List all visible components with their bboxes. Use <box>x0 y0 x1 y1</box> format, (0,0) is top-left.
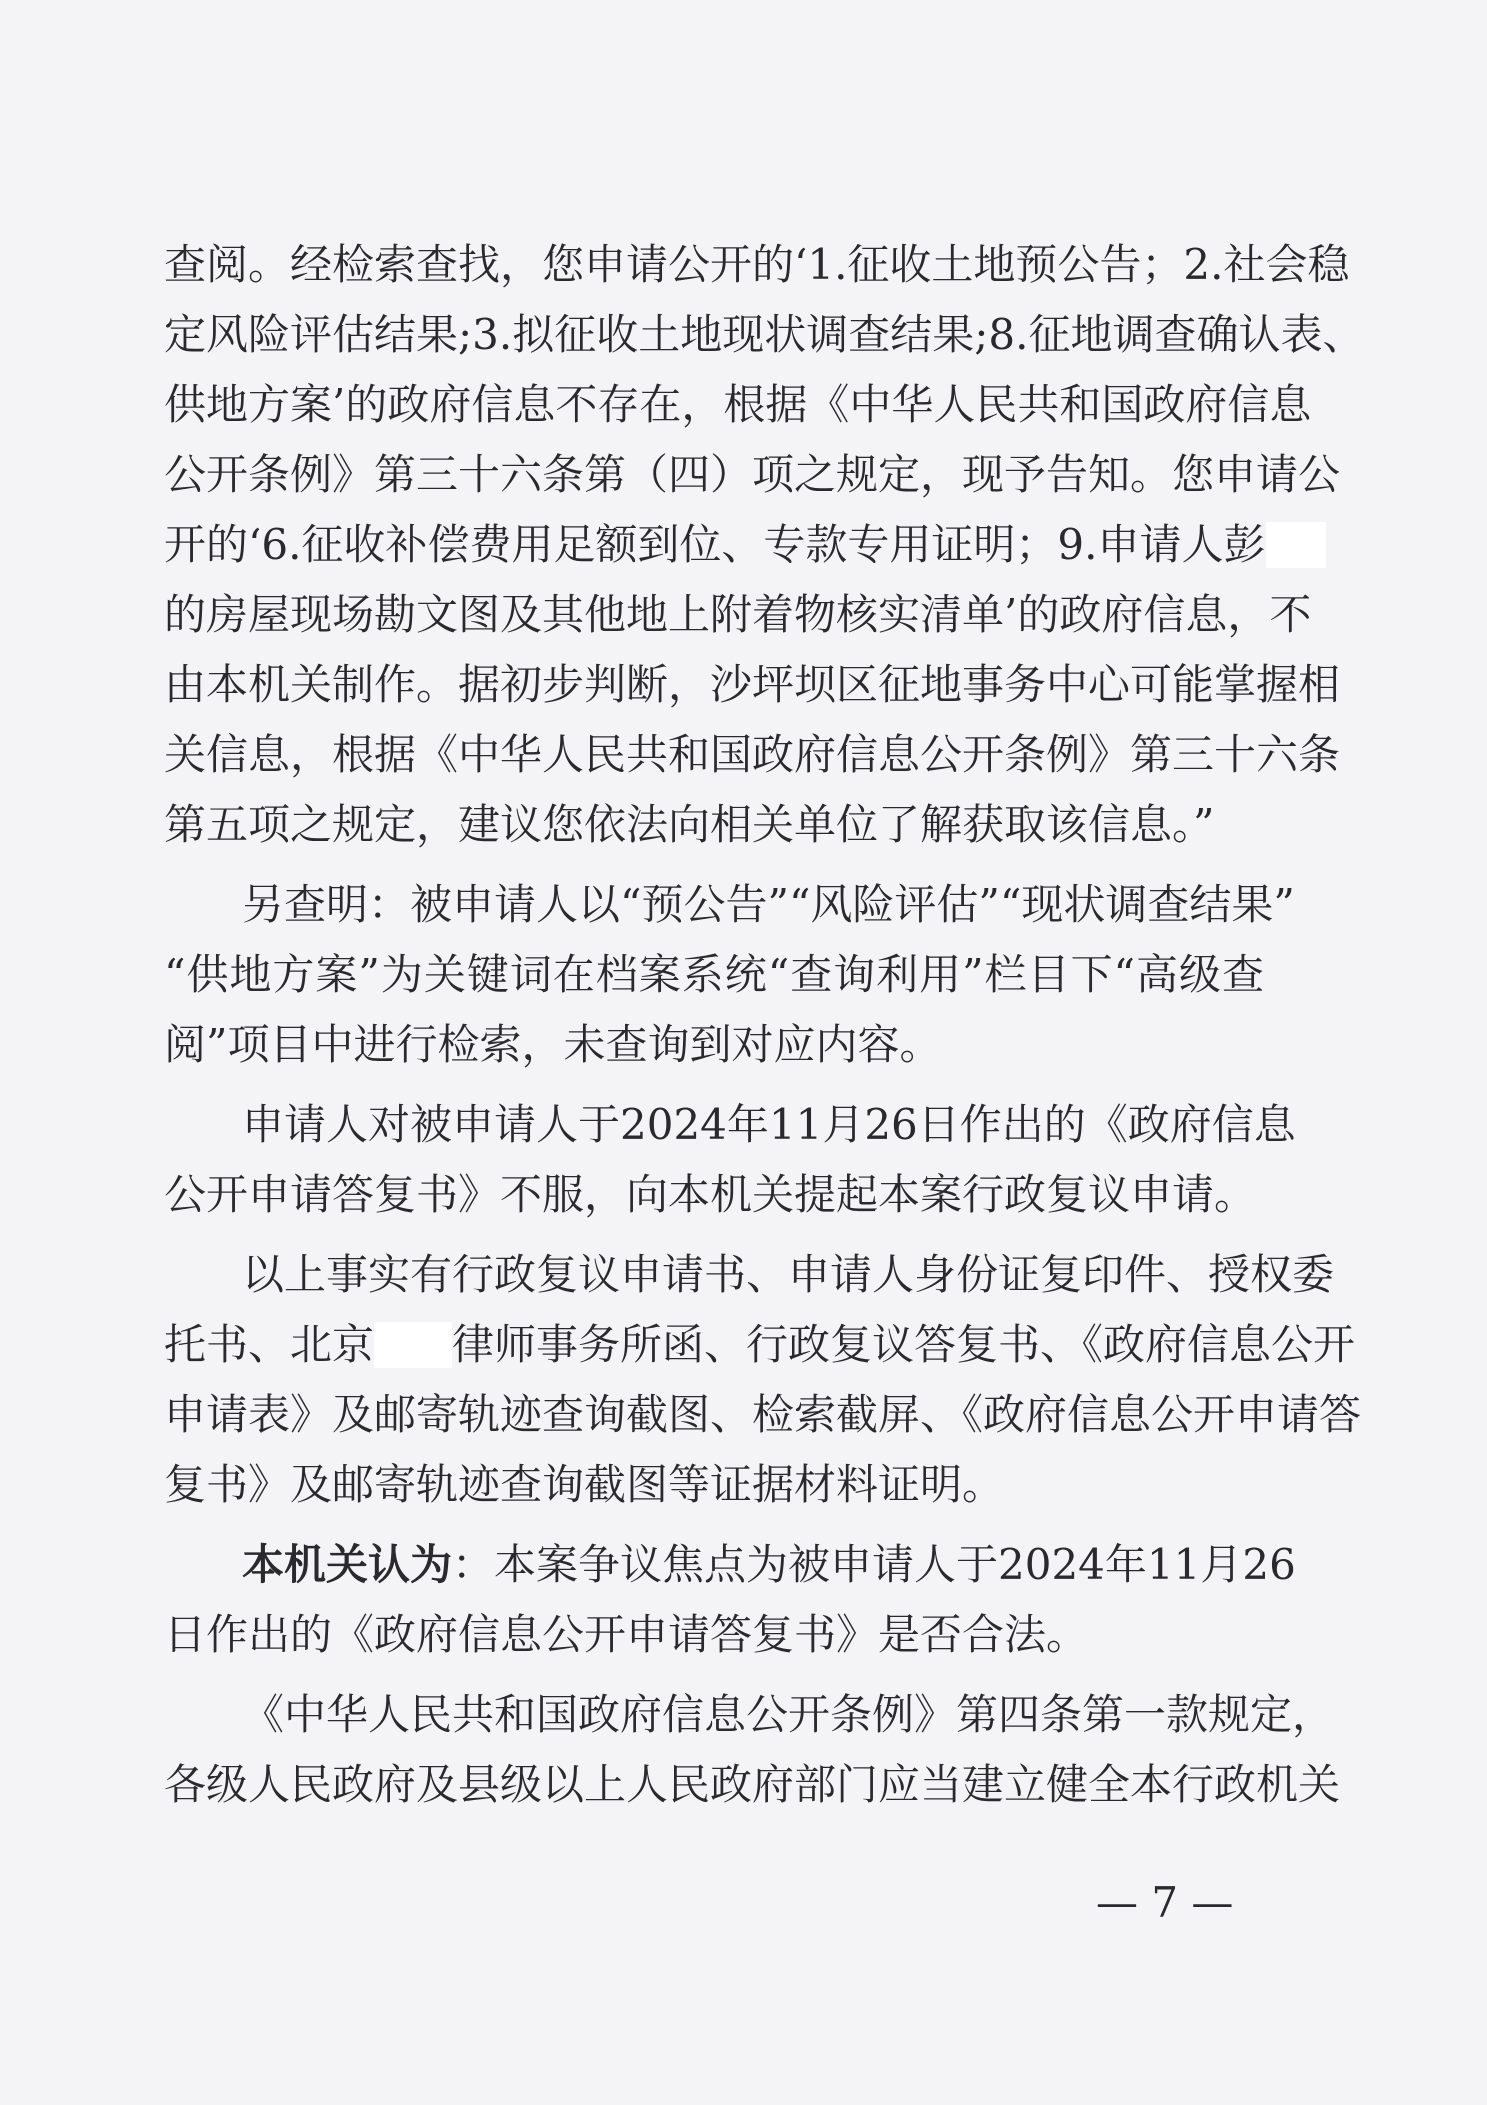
text-line: 公开申请答复书》不服，向本机关提起本案行政复议申请。 <box>164 1170 1257 1219</box>
text-line: 供地方案’的政府信息不存在，根据《中华人民共和国政府信息 <box>164 380 1312 429</box>
text-line: 各级人民政府及县级以上人民政府部门应当建立健全本行政机关 <box>164 1760 1341 1809</box>
text-segment: ：本案争议焦点为被申请人于2024年11月26 <box>452 1540 1296 1589</box>
text-segment: 律师事务所函、行政复议答复书、《政府信息公开 <box>452 1320 1356 1369</box>
text-line: 阅”项目中进行检索，未查询到对应内容。 <box>164 1020 942 1069</box>
text-line: 申请人对被申请人于2024年11月26日作出的《政府信息 <box>242 1100 1296 1149</box>
text-line-with-redaction <box>164 516 1326 574</box>
bold-lead-in: 本机关认为 <box>242 1540 453 1589</box>
text-line: 由本机关制作。据初步判断，沙坪坝区征地事务中心可能掌握相 <box>164 660 1341 709</box>
text-line: 查阅。经检索查找，您申请公开的‘1.征收土地预公告；2.社会稳 <box>164 240 1350 289</box>
text-segment: 托书、北京 <box>164 1320 375 1369</box>
text-line-with-bold <box>242 1536 1296 1594</box>
redaction-box <box>374 1322 452 1368</box>
page-number: — 7 — <box>1096 1878 1234 1927</box>
text-line: 日作出的《政府信息公开申请答复书》是否合法。 <box>164 1610 1089 1659</box>
text-segment: 开的‘6.征收补偿费用足额到位、专款专用证明；9.申请人彭 <box>164 520 1266 569</box>
text-line: 公开条例》第三十六条第（四）项之规定，现予告知。您申请公 <box>164 450 1341 499</box>
text-line: 《中华人民共和国政府信息公开条例》第四条第一款规定， <box>242 1690 1335 1739</box>
text-line: “供地方案”为关键词在档案系统“查询利用”栏目下“高级查 <box>164 950 1264 999</box>
text-line: 另查明：被申请人以“预公告”“风险评估”“现状调查结果” <box>242 880 1295 929</box>
text-line: 关信息，根据《中华人民共和国政府信息公开条例》第三十六条 <box>164 730 1341 779</box>
text-line-with-redaction <box>164 1316 1355 1374</box>
text-line: 复书》及邮寄轨迹查询截图等证据材料证明。 <box>164 1460 1005 1509</box>
text-line: 第五项之规定，建议您依法向相关单位了解获取该信息。” <box>164 800 1215 849</box>
text-line: 以上事实有行政复议申请书、申请人身份证复印件、授权委 <box>242 1250 1335 1299</box>
redaction-box <box>1266 522 1326 568</box>
text-line: 的房屋现场勘文图及其他地上附着物核实清单’的政府信息，不 <box>164 590 1312 639</box>
text-line: 申请表》及邮寄轨迹查询截图、检索截屏、《政府信息公开申请答 <box>164 1390 1362 1439</box>
text-line: 定风险评估结果;3.拟征收土地现状调查结果;8.征地调查确认表、 <box>164 310 1365 359</box>
